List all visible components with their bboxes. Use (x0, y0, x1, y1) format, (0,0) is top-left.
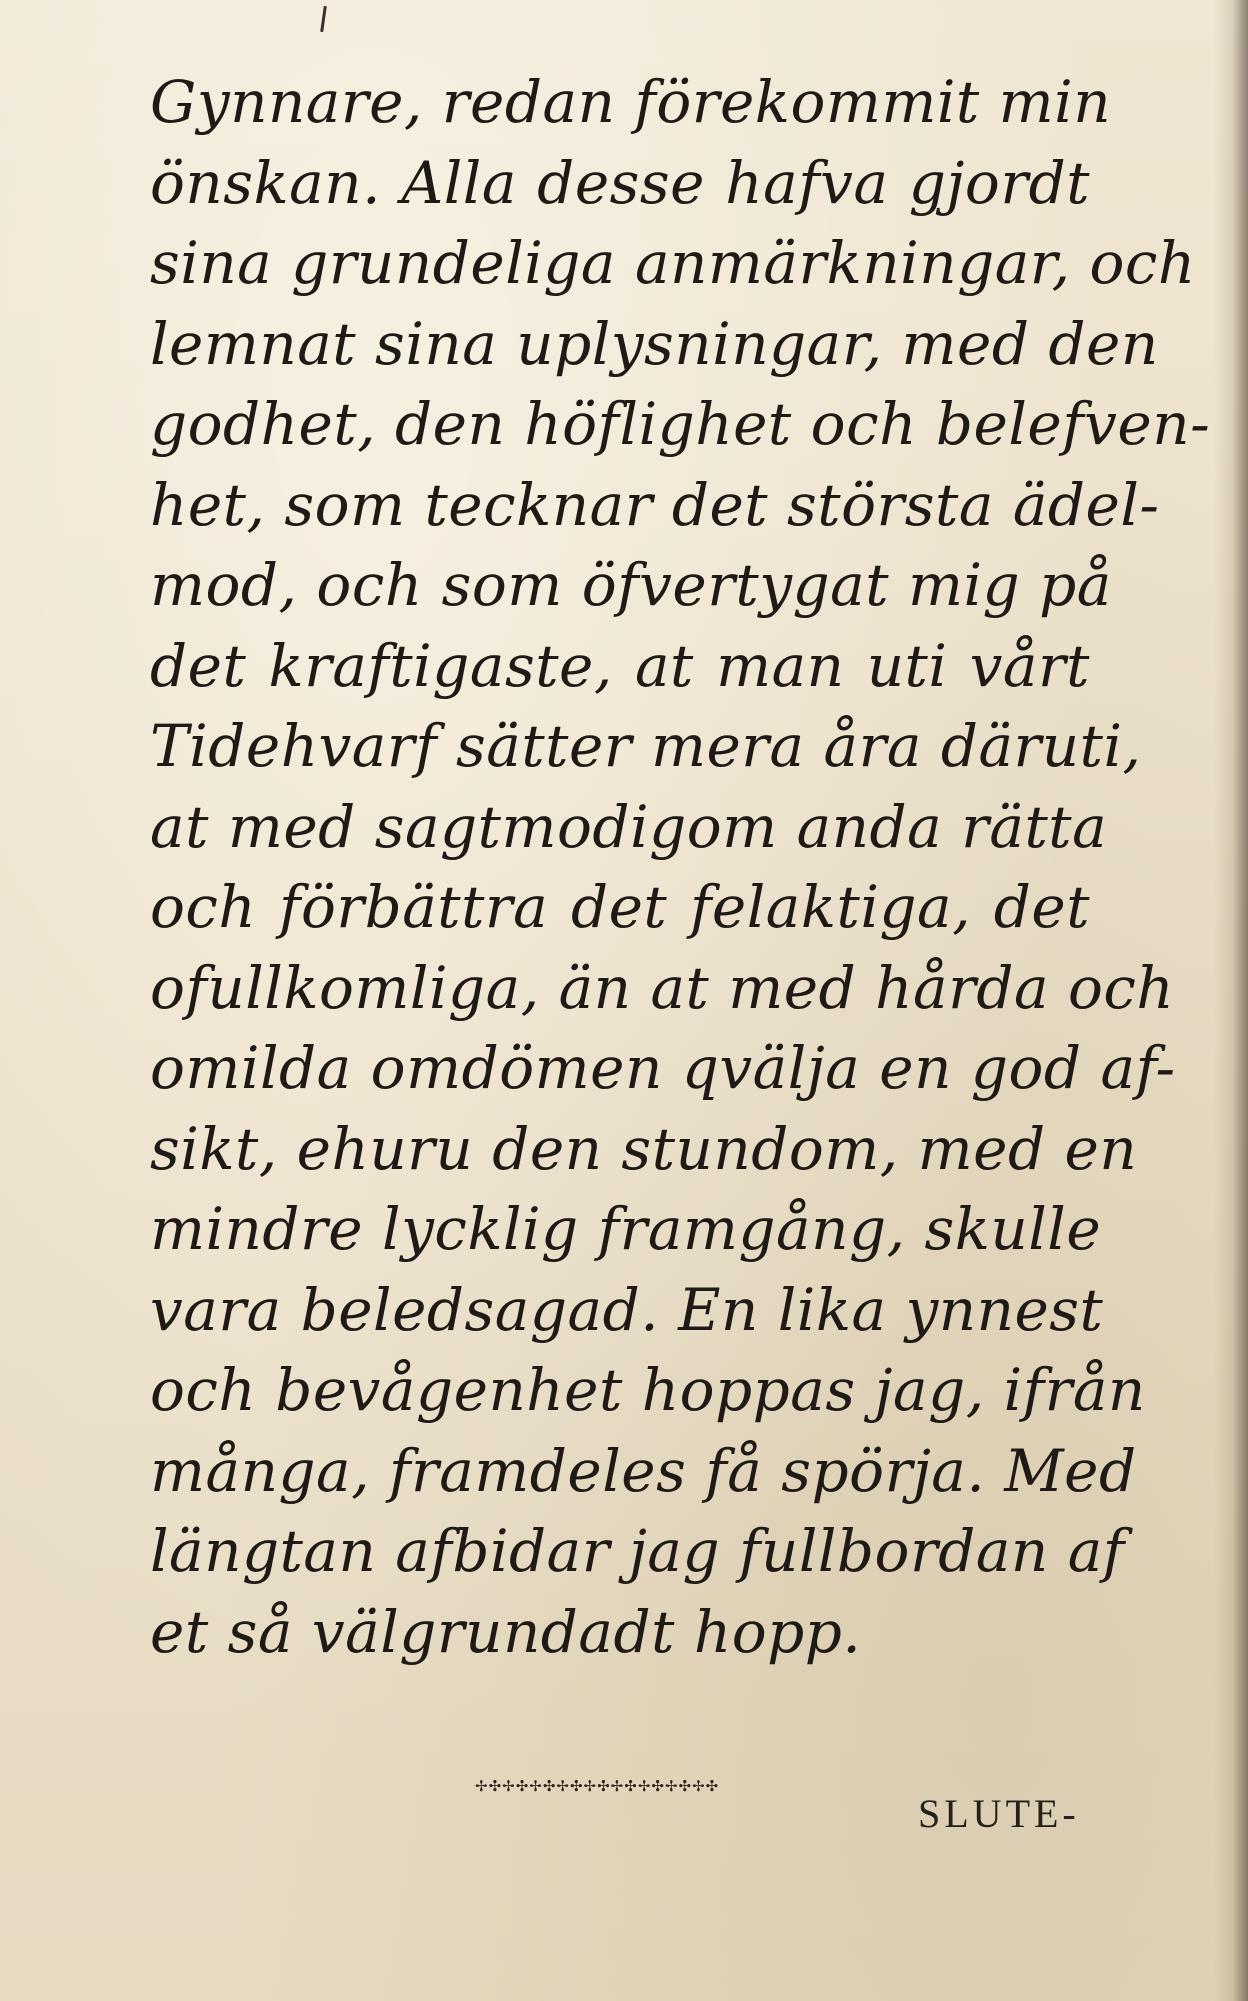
text-line: ofullkomliga, än at med hårda och (150, 953, 1175, 1022)
text-line: sina grundeliga anmärkningar, och (150, 229, 1196, 297)
text-line: mindre lycklig framgång, skulle (150, 1195, 1102, 1263)
text-line: godhet, den höflighet och belefven- (150, 390, 1211, 458)
text-line: det kraftigaste, at man uti vårt (150, 631, 1090, 700)
catchword: SLUTE- (918, 1791, 1080, 1836)
text-line last-line: et så välgrundadt hopp. (150, 1597, 862, 1666)
text-line: vara beledsagad. En lika ynnest (150, 1275, 1104, 1344)
text-line: och förbättra det felaktiga, det (150, 873, 1090, 941)
text-line: sikt, ehuru den stundom, med en (150, 1114, 1138, 1183)
body-text (150, 62, 1211, 1672)
text-line: önskan. Alla desse hafva gjordt (150, 148, 1090, 217)
margin-mark (320, 6, 327, 32)
text-line: at med sagtmodigom anda rätta (150, 792, 1108, 861)
text-line: och bevågenhet hoppas jag, ifrån (150, 1356, 1146, 1424)
text-line: mod, och som öfvertygat mig på (150, 551, 1112, 619)
page-edge-shadow (1214, 0, 1248, 2001)
text-line: Gynnare, redan förekommit min (150, 68, 1112, 136)
text-line: Tidehvarf sätter mera åra däruti, (150, 712, 1142, 780)
text-line: het, som tecknar det största ädel- (150, 470, 1160, 539)
text-line: lemnat sina uplysningar, med den (150, 309, 1159, 378)
ornament-rule: ✢✣✢✣✢✣✢✣✢✣✢✣✢✣✢✣✢✣ (475, 1777, 720, 1795)
text-line: längtan afbidar jag fullbordan af (150, 1517, 1125, 1585)
text-line: många, framdeles få spörja. Med (150, 1436, 1137, 1505)
text-line: omilda omdömen qvälja en god af- (150, 1034, 1176, 1102)
